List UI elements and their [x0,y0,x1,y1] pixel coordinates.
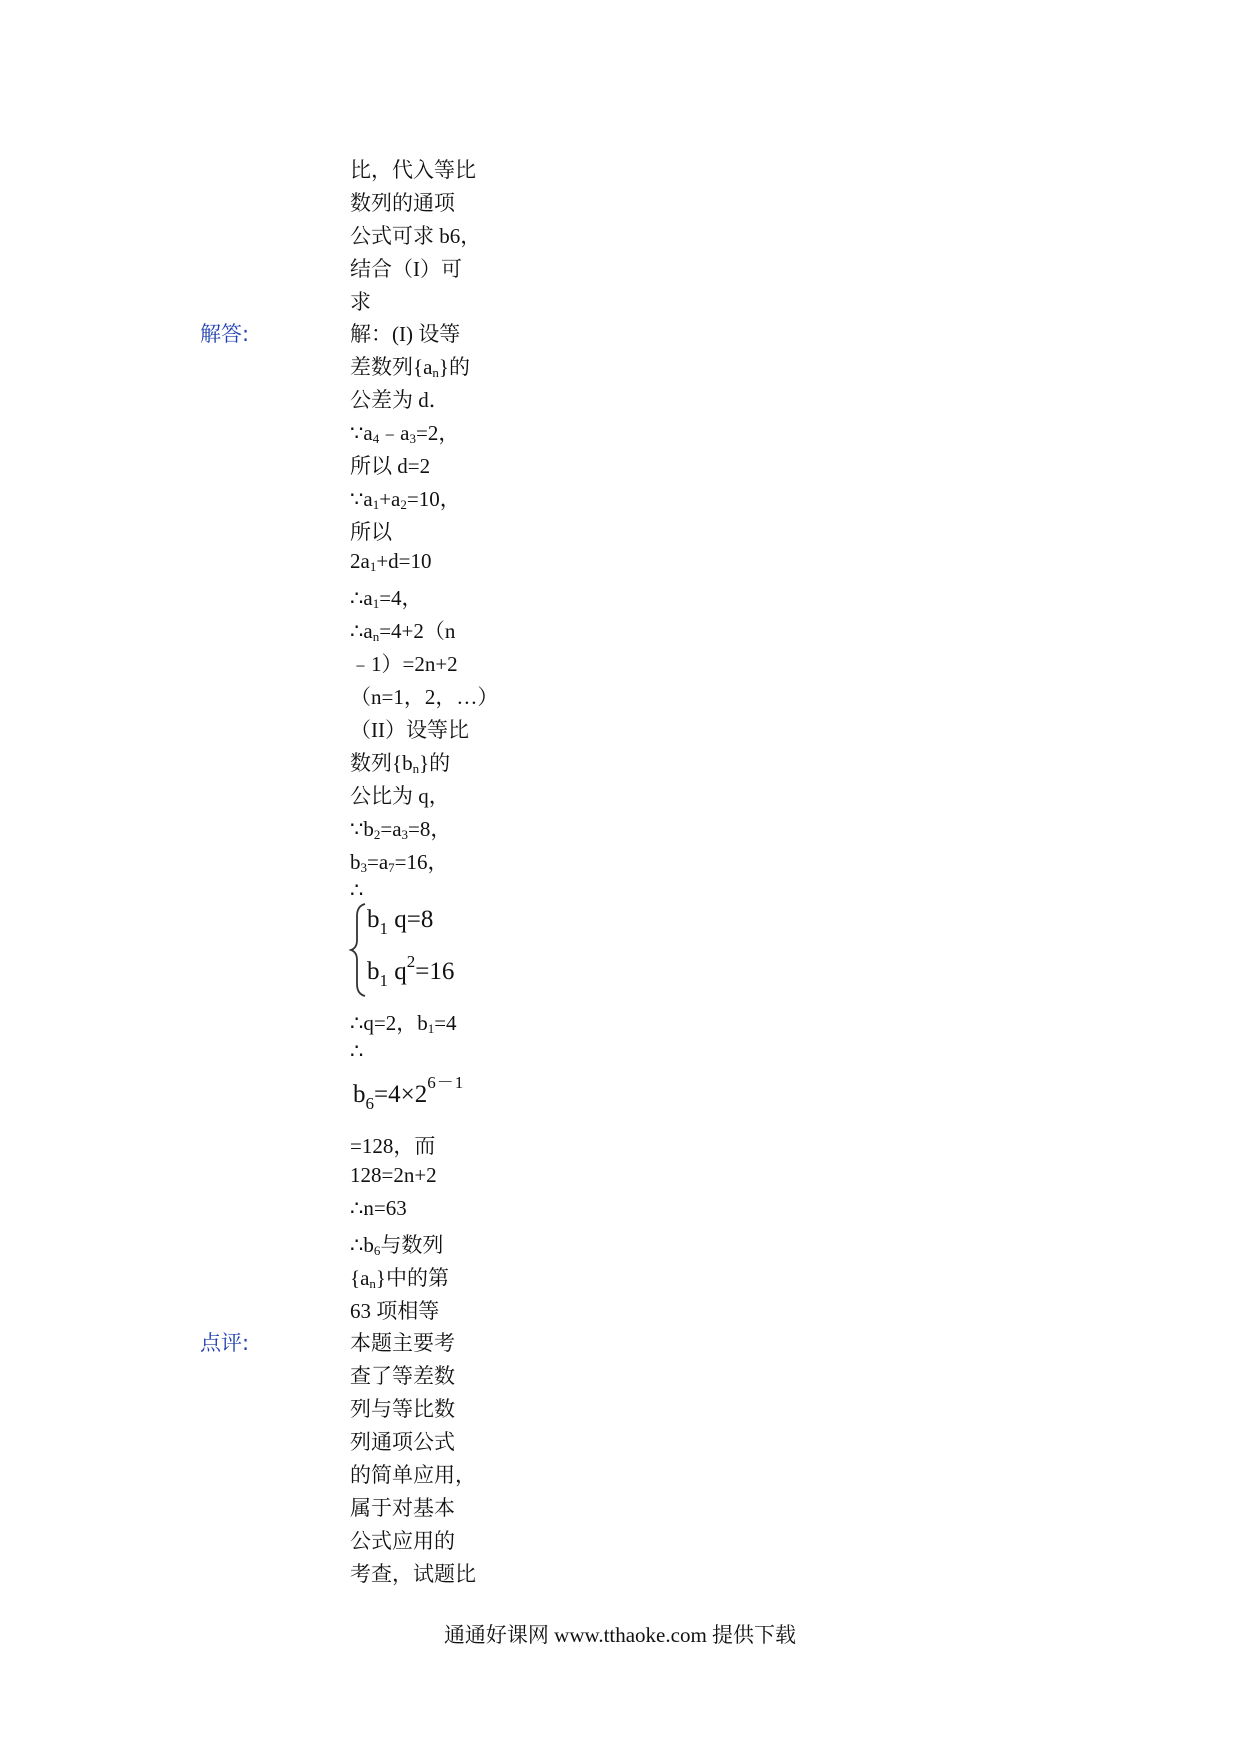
solution-line: 公差为 d． [350,388,450,412]
left-brace-icon [349,902,369,998]
solution-line: 所以 d=2 [350,454,431,478]
comment-line: 列通项公式 [350,1430,455,1454]
comment-line: 本题主要考 [350,1331,455,1355]
solution-line: 所以 [350,520,392,544]
analysis-line: 比，代入等比 [350,158,476,182]
solution-line: 解：(I) 设等 [350,322,461,346]
solution-line: =128，而 [350,1134,436,1158]
analysis-line: 公式可求 b6， [350,224,482,248]
comment-line: 属于对基本 [350,1496,455,1520]
comment-line: 公式应用的 [350,1529,455,1553]
b6-formula: $b_6=4\times 2^{6-1}$ [353,1073,465,1113]
analysis-line: 求 [350,290,371,314]
solution-line: （II）设等比 [350,718,469,742]
solution-line: 数列$\{b_n\}$的 [350,751,451,776]
equation-row: $b_1$ q=8 [367,906,434,938]
solution-line: ∴ [350,878,364,902]
comment-label: 点评: [200,1331,250,1355]
solution-line: ∴n=63 [350,1196,407,1220]
solution-line: ∴ [350,1039,364,1063]
solution-line: 63 项相等 [350,1299,440,1323]
solution-line: $\therefore a_n=4+2(n$ [350,619,456,644]
solution-line: $\therefore a_1=4$， [350,586,423,611]
answer-label: 解答: [200,322,250,346]
solution-line: $\{a_n\}$中的第 [350,1266,449,1291]
solution-line: 128=2n+2 [350,1163,437,1187]
solution-line: $\because a_4﹣a_3=2$， [350,421,460,446]
solution-line: $b_3=a_7=16$， [350,850,449,875]
solution-line: $\because b_2=a_3=8$， [350,817,452,842]
comment-line: 的简单应用， [350,1463,476,1487]
comment-line: 列与等比数 [350,1397,455,1421]
solution-line: 差数列$\{a_n\}$的 [350,355,470,380]
solution-line: ∴q=2，$b_1=4$ [350,1011,457,1036]
page-footer: 通通好课网 www.tthaoke.com 提供下载 [443,1623,797,1647]
comment-line: 考查，试题比 [350,1562,476,1586]
comment-line: 查了等差数 [350,1364,455,1388]
solution-line: （n=1，2，…） [350,685,499,709]
equation-row: $b_1$ $q^2=16$ [367,952,455,990]
solution-line: 公比为 q， [350,784,450,808]
solution-line: ﹣1）=2n+2 [350,652,458,676]
solution-line: $\therefore b_6$与数列 [350,1233,444,1258]
analysis-line: 数列的通项 [350,191,455,215]
solution-line: $2a_1+d=10$ [350,549,432,574]
solution-line: $\because a_1+a_2=10$， [350,487,461,512]
analysis-line: 结合（I）可 [350,257,462,281]
